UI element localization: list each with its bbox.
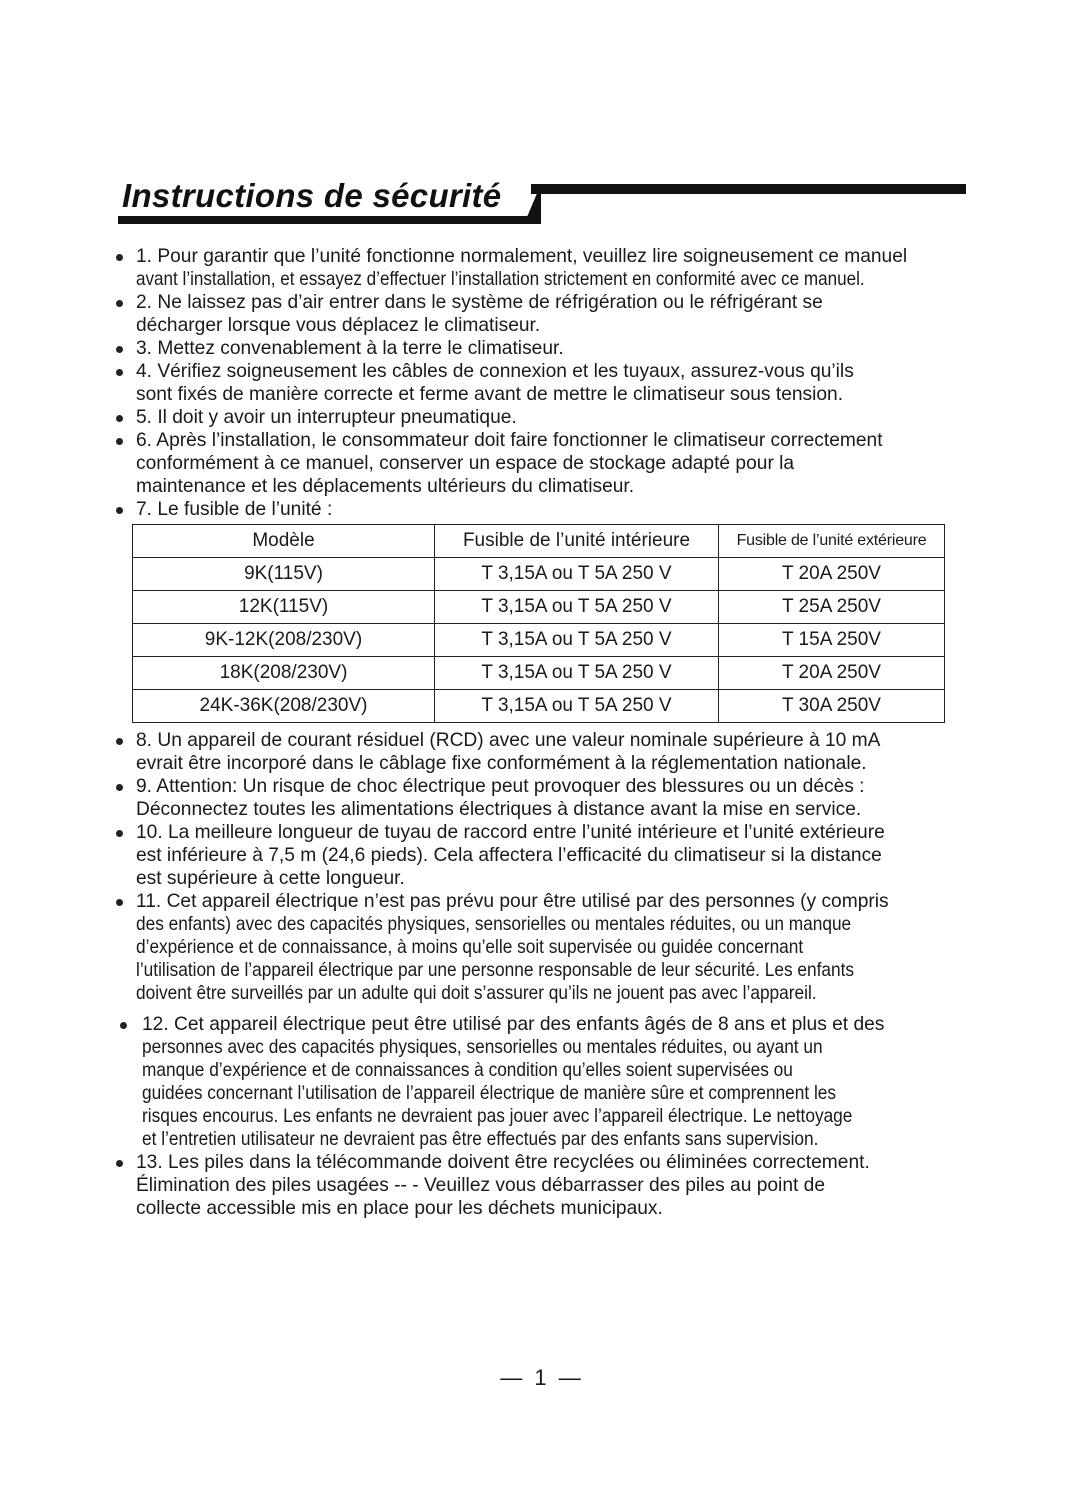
list-item xyxy=(112,406,972,429)
table-cell: T 3,15A ou T 5A 250 V xyxy=(435,591,719,624)
item-text: l’utilisation de l’appareil électrique par une personne responsable de leur sécurité. Les enfants xyxy=(136,960,855,981)
section-header xyxy=(118,175,966,235)
item-text: 6. Après l’installation, le consommateur doit faire fonctionner le climatiseur correctement xyxy=(136,430,883,451)
bullet-icon xyxy=(116,254,123,261)
fuse-table xyxy=(132,524,945,723)
bullet-icon xyxy=(116,738,123,745)
item-text: sont fixés de manière correcte et ferme avant de mettre le climatiseur sous tension. xyxy=(136,384,844,405)
page-number: — 1 — xyxy=(500,1365,584,1390)
item-text: 7. Le fusible de l’unité : xyxy=(136,499,333,520)
item-text: 9. Attention: Un risque de choc électrique peut provoquer des blessures ou un décès : xyxy=(136,776,865,797)
item-text: Élimination des piles usagées -- - Veuillez vous débarrasser des piles au point de xyxy=(136,1175,825,1196)
table-cell: T 3,15A ou T 5A 250 V xyxy=(435,690,719,723)
item-text: 13. Les piles dans la télécommande doivent être recyclées ou éliminées correctement. xyxy=(136,1152,870,1173)
item-text: 12. Cet appareil électrique peut être utilisé par des enfants âgés de 8 ans et plus et des xyxy=(142,1014,885,1035)
table-cell: T 20A 250V xyxy=(719,558,945,591)
list-item xyxy=(112,775,972,821)
page-title: Instructions de sécurité xyxy=(122,177,502,214)
table-cell: T 25A 250V xyxy=(719,591,945,624)
table-cell: T 30A 250V xyxy=(719,690,945,723)
title-divider-bar xyxy=(541,184,966,194)
item-text: 5. Il doit y avoir un interrupteur pneumatique. xyxy=(136,407,517,428)
bullet-icon xyxy=(116,1160,123,1167)
item-text: 4. Vérifiez soigneusement les câbles de connexion et les tuyaux, assurez-vous qu’ils xyxy=(136,361,854,382)
item-text: avant l’installation, et essayez d’effectuer l’installation strictement en conformité avec ce manuel. xyxy=(136,269,865,290)
item-text: est supérieure à cette longueur. xyxy=(136,868,405,889)
column-header: Fusible de l’unité intérieure xyxy=(435,525,719,558)
table-header-row xyxy=(133,525,945,558)
bullet-icon xyxy=(116,899,123,906)
list-item xyxy=(112,429,972,498)
item-text: Déconnectez toutes les alimentations électriques à distance avant la mise en service. xyxy=(136,799,862,820)
table-cell: T 3,15A ou T 5A 250 V xyxy=(435,558,719,591)
item-text: décharger lorsque vous déplacez le climatiseur. xyxy=(136,315,541,336)
bullet-icon xyxy=(116,438,123,445)
item-text: manque d’expérience et de connaissances à condition qu’elles soient supervisées ou xyxy=(142,1060,793,1081)
item-text: evrait être incorporé dans le câblage fixe conformément à la réglementation nationale. xyxy=(136,753,867,774)
table-cell: 9K(115V) xyxy=(133,558,435,591)
list-item xyxy=(112,360,972,406)
item-text: 1. Pour garantir que l’unité fonctionne normalement, veuillez lire soigneusement ce manuel xyxy=(136,246,908,267)
column-header: Fusible de l’unité extérieure xyxy=(719,525,945,558)
item-text: 8. Un appareil de courant résiduel (RCD) avec une valeur nominale supérieure à 10 mA xyxy=(136,730,881,751)
item-text: conformément à ce manuel, conserver un espace de stockage adapté pour la xyxy=(136,453,795,474)
bullet-icon xyxy=(116,346,123,353)
item-text: et l’entretien utilisateur ne devraient pas être effectués par des enfants sans supervision. xyxy=(142,1129,819,1150)
item-text: des enfants) avec des capacités physiques, sensorielles ou mentales réduites, ou un manque xyxy=(136,914,852,935)
bullet-icon xyxy=(116,300,123,307)
list-item xyxy=(112,729,972,775)
list-item xyxy=(112,1151,972,1220)
safety-instructions xyxy=(112,245,972,1220)
bullet-icon xyxy=(116,369,123,376)
item-text: risques encourus. Les enfants ne devraient pas jouer avec l’appareil électrique. Le nettoyage xyxy=(142,1106,853,1127)
list-item xyxy=(112,498,972,521)
list-item xyxy=(112,821,972,890)
table-cell: T 3,15A ou T 5A 250 V xyxy=(435,657,719,690)
item-text: 11. Cet appareil électrique n’est pas prévu pour être utilisé par des personnes (y compris xyxy=(136,891,889,912)
list-item xyxy=(112,890,972,1005)
table-cell: 9K-12K(208/230V) xyxy=(133,624,435,657)
bullet-icon xyxy=(116,830,123,837)
table-row xyxy=(133,690,945,723)
table-cell: T 20A 250V xyxy=(719,657,945,690)
table-cell: 18K(208/230V) xyxy=(133,657,435,690)
item-text: d’expérience et de connaissance, à moins qu’elle soit supervisée ou guidée concernant xyxy=(136,937,804,958)
bullet-icon xyxy=(120,1022,127,1029)
bullet-icon xyxy=(116,415,123,422)
item-text: 2. Ne laissez pas d’air entrer dans le système de réfrigération ou le réfrigérant se xyxy=(136,292,823,313)
table-cell: 24K-36K(208/230V) xyxy=(133,690,435,723)
list-item xyxy=(112,245,972,291)
item-text: personnes avec des capacités physiques, sensorielles ou mentales réduites, ou ayant un xyxy=(142,1037,823,1058)
list-item xyxy=(112,291,972,337)
bullet-icon xyxy=(116,507,123,514)
item-text: 3. Mettez convenablement à la terre le climatiseur. xyxy=(136,338,564,359)
list-item xyxy=(112,1013,972,1151)
item-text: maintenance et les déplacements ultérieurs du climatiseur. xyxy=(136,476,635,497)
table-row xyxy=(133,591,945,624)
table-cell: 12K(115V) xyxy=(133,591,435,624)
table-row xyxy=(133,624,945,657)
item-text: guidées concernant l’utilisation de l’appareil électrique de manière sûre et comprennent les xyxy=(142,1083,837,1104)
item-text: est inférieure à 7,5 m (24,6 pieds). Cela affectera l’efficacité du climatiseur si la distance xyxy=(136,845,882,866)
table-cell: T 15A 250V xyxy=(719,624,945,657)
table-cell: T 3,15A ou T 5A 250 V xyxy=(435,624,719,657)
title-underline xyxy=(118,216,536,224)
bullet-icon xyxy=(116,784,123,791)
item-text: doivent être surveillés par un adulte qui doit s’assurer qu’ils ne jouent pas avec l’appareil. xyxy=(136,983,817,1004)
table-row xyxy=(133,657,945,690)
item-text: collecte accessible mis en place pour les déchets municipaux. xyxy=(136,1198,663,1219)
column-header: Modèle xyxy=(133,525,435,558)
item-text: 10. La meilleure longueur de tuyau de raccord entre l’unité intérieure et l’unité extérieure xyxy=(136,822,885,843)
table-row xyxy=(133,558,945,591)
list-item xyxy=(112,337,972,360)
